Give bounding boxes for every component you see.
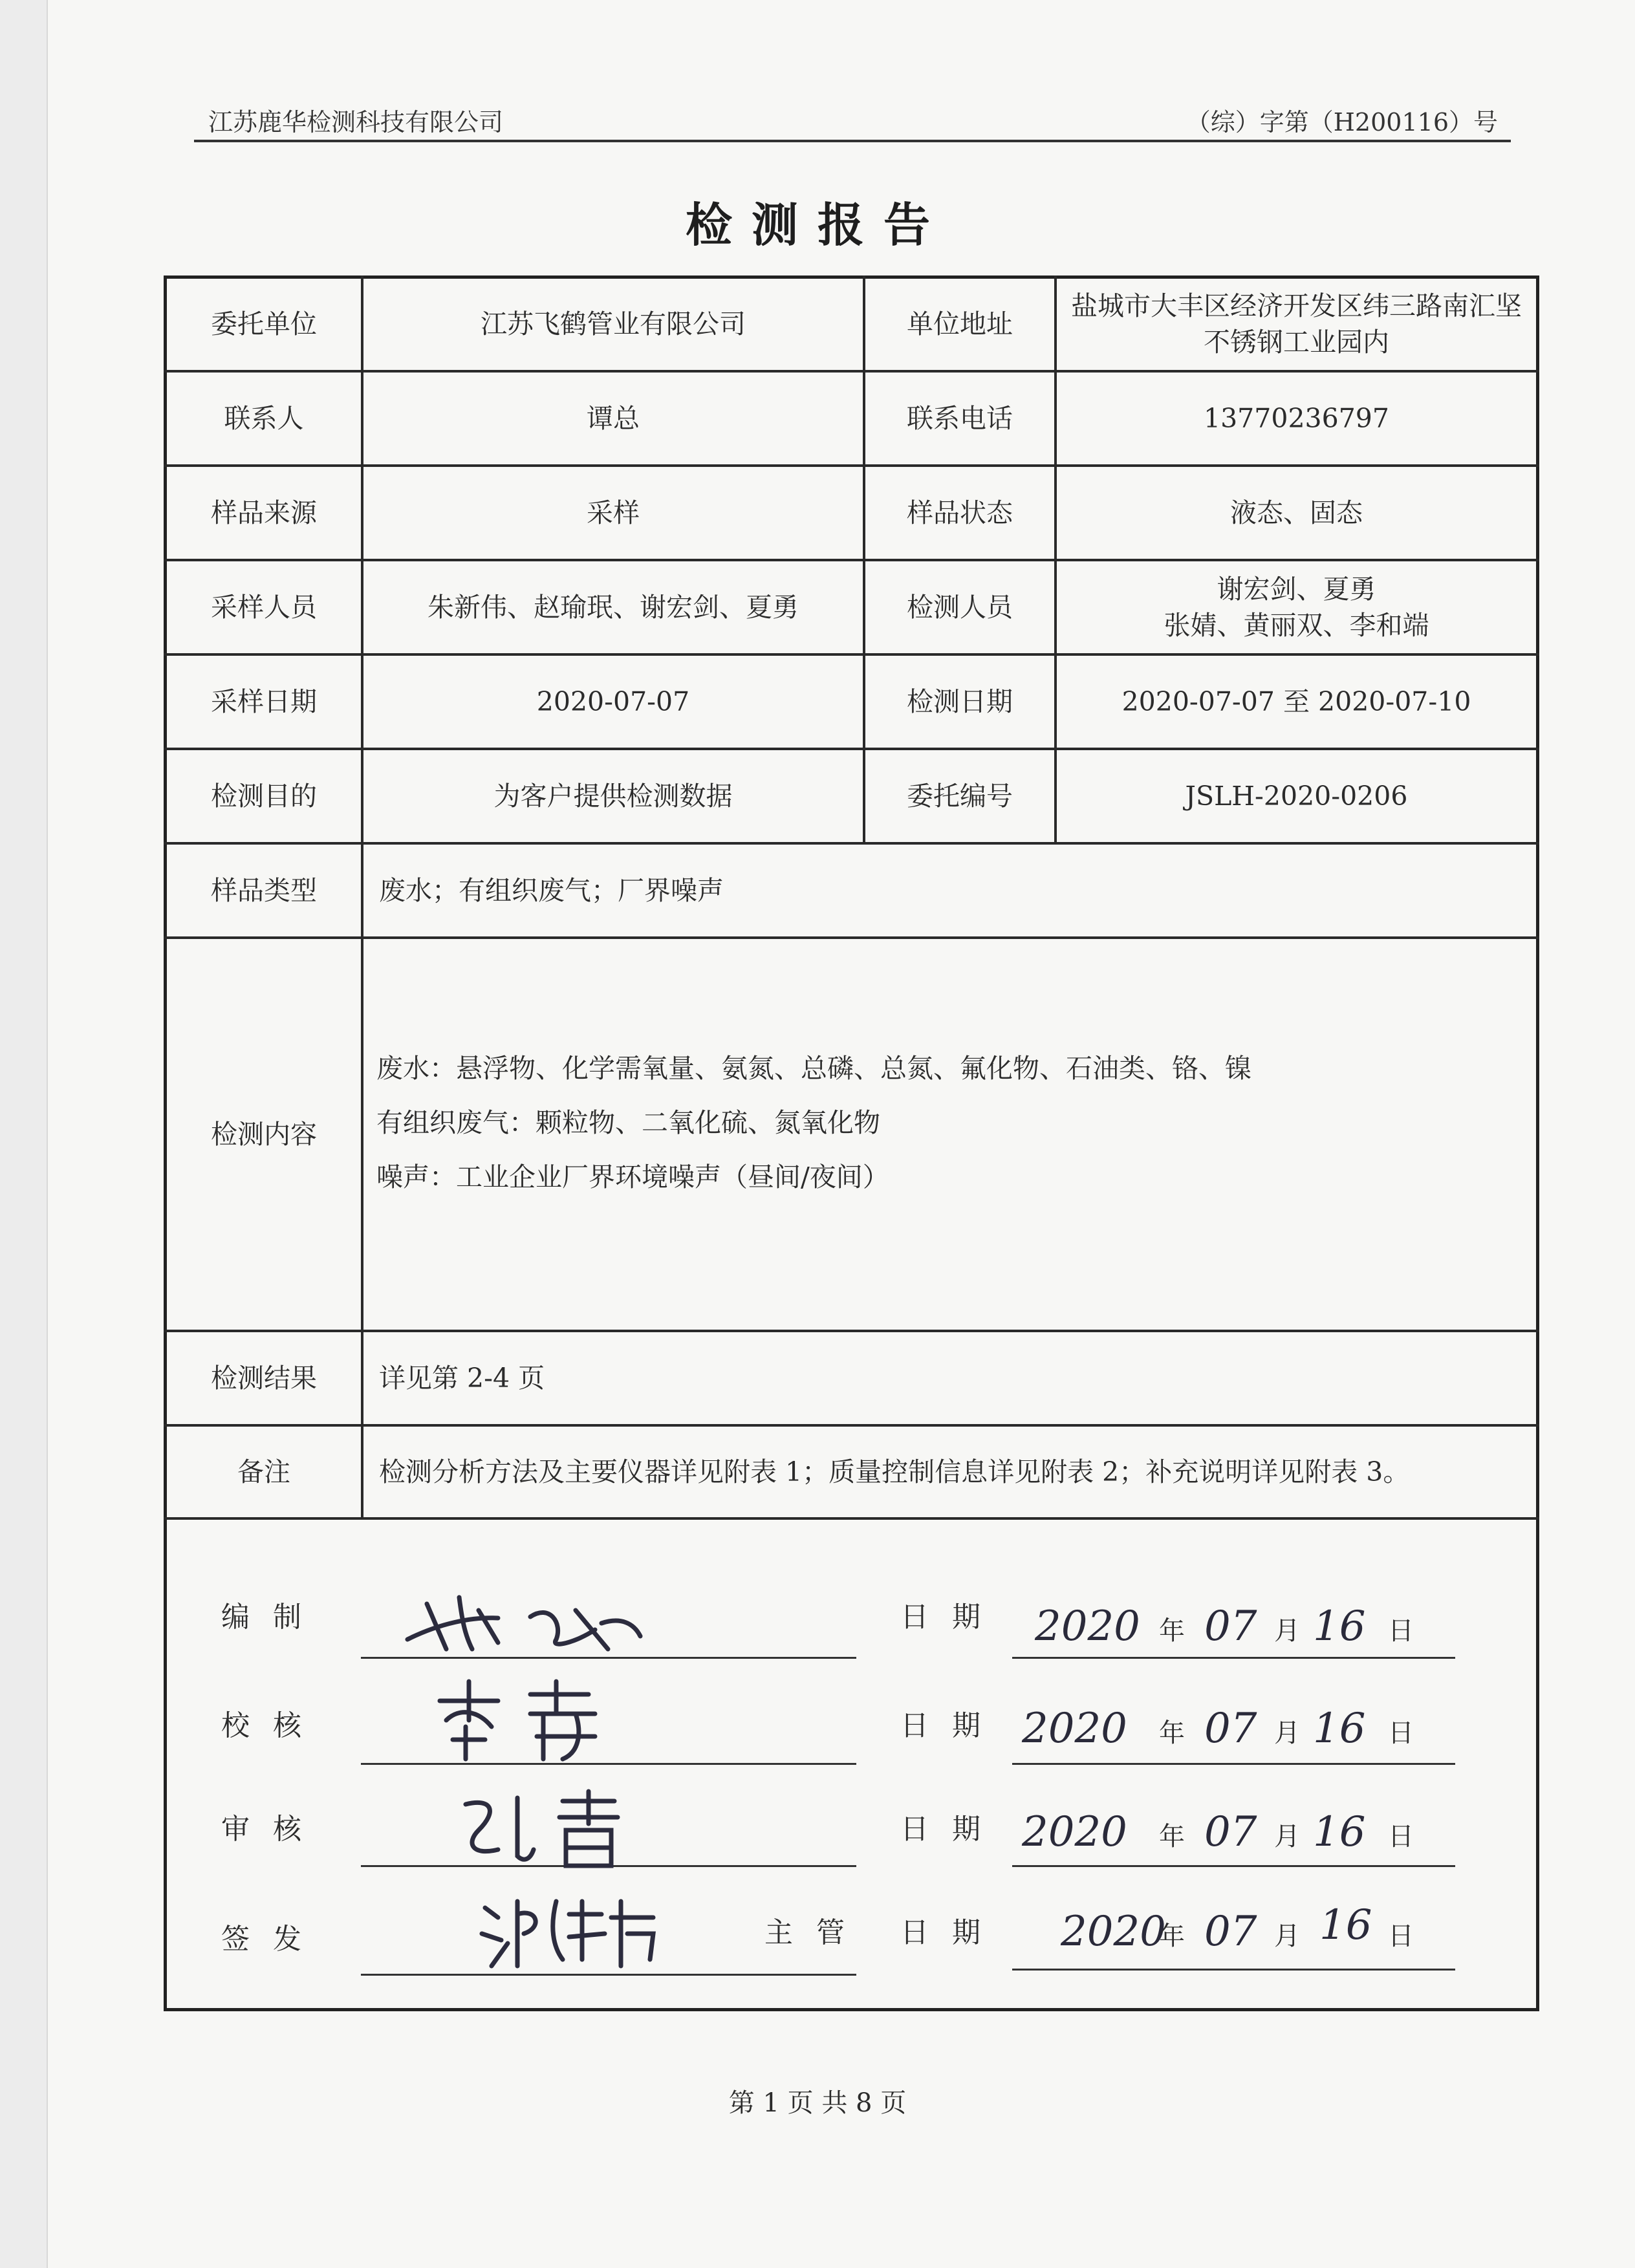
sample-state-label: 样品状态 <box>907 497 1013 528</box>
header-company: 江苏鹿华检测科技有限公司 <box>208 108 504 136</box>
role-issued: 签发 <box>221 1923 325 1956</box>
date-label: 日期 <box>900 1601 1004 1634</box>
date-day: 16 <box>1313 1808 1366 1856</box>
date-label: 日期 <box>900 1916 1004 1949</box>
contact-value: 谭总 <box>587 403 640 434</box>
commission-no-label: 委托编号 <box>907 781 1013 812</box>
testers-label: 检测人员 <box>907 592 1013 623</box>
day-unit: 日 <box>1388 1718 1414 1748</box>
date-year: 2020 <box>1022 1808 1127 1856</box>
date-line <box>1012 1969 1455 1971</box>
row-divider <box>164 936 1539 939</box>
page-number: 第 1 页 共 8 页 <box>728 2088 907 2118</box>
test-date-label: 检测日期 <box>907 686 1013 717</box>
purpose-value: 为客户提供检测数据 <box>493 781 733 812</box>
sample-source-label: 样品来源 <box>211 497 317 528</box>
content-line-noise: 噪声：工业企业厂界环境噪声（昼间/夜间） <box>376 1161 889 1193</box>
date-day: 16 <box>1313 1603 1366 1650</box>
date-year: 2020 <box>1022 1705 1127 1753</box>
role-prepared: 编制 <box>221 1601 325 1634</box>
page-title: 检测报告 <box>685 197 949 252</box>
year-unit: 年 <box>1159 1616 1185 1646</box>
client-value: 江苏飞鹤管业有限公司 <box>481 308 746 340</box>
year-unit: 年 <box>1159 1921 1185 1951</box>
handwritten-signature <box>401 1578 647 1662</box>
handwritten-signature <box>453 1785 634 1869</box>
remarks-value: 检测分析方法及主要仪器详见附表 1；质量控制信息详见附表 2；补充说明详见附表 3。 <box>379 1456 1410 1487</box>
sample-state-value: 液态、固态 <box>1230 497 1363 528</box>
date-year: 2020 <box>1061 1908 1166 1956</box>
purpose-label: 检测目的 <box>211 781 317 812</box>
date-label: 日期 <box>900 1813 1004 1846</box>
month-unit: 月 <box>1274 1718 1300 1748</box>
content-line-gas: 有组织废气：颗粒物、二氧化硫、氮氧化物 <box>376 1107 880 1138</box>
date-line <box>1012 1865 1455 1867</box>
role-checked: 校核 <box>221 1709 325 1742</box>
sampling-date-label: 采样日期 <box>211 686 317 717</box>
sample-type-label: 样品类型 <box>211 875 317 906</box>
test-date-value: 2020-07-07 至 2020-07-10 <box>1121 686 1471 717</box>
date-label: 日期 <box>900 1709 1004 1742</box>
samplers-value: 朱新伟、赵瑜珉、谢宏剑、夏勇 <box>428 592 799 623</box>
date-month: 07 <box>1204 1808 1257 1856</box>
testers-value: 谢宏剑、夏勇 张婧、黄丽双、李和端 <box>1164 574 1429 641</box>
day-unit: 日 <box>1388 1921 1414 1951</box>
day-unit: 日 <box>1388 1822 1414 1852</box>
sample-type-value: 废水；有组织废气；厂界噪声 <box>379 875 724 906</box>
samplers-label: 采样人员 <box>211 592 317 623</box>
address-label: 单位地址 <box>907 308 1013 340</box>
year-unit: 年 <box>1159 1822 1185 1852</box>
date-day: 16 <box>1313 1705 1366 1753</box>
supervisor-label: 主管 <box>764 1916 868 1949</box>
sampling-date-value: 2020-07-07 <box>536 686 690 717</box>
test-content-list <box>376 1041 1251 1204</box>
scan-edge <box>0 0 48 2268</box>
month-unit: 月 <box>1274 1822 1300 1852</box>
handwritten-signature <box>427 1675 621 1766</box>
phone-label: 联系电话 <box>907 403 1013 434</box>
test-result-value: 详见第 2-4 页 <box>379 1363 545 1394</box>
contact-label: 联系人 <box>224 403 304 434</box>
month-unit: 月 <box>1274 1616 1300 1646</box>
handwritten-signature <box>472 1888 666 1972</box>
date-month: 07 <box>1204 1603 1257 1650</box>
date-month: 07 <box>1204 1908 1257 1956</box>
date-line <box>1012 1763 1455 1765</box>
report-code: （综）字第（H200116）号 <box>1186 108 1498 136</box>
phone-value: 13770236797 <box>1204 403 1389 434</box>
row-divider <box>164 1517 1539 1520</box>
month-unit: 月 <box>1274 1921 1300 1951</box>
date-year: 2020 <box>1035 1603 1140 1650</box>
client-label: 委托单位 <box>211 308 317 340</box>
day-unit: 日 <box>1388 1616 1414 1646</box>
date-line <box>1012 1657 1455 1659</box>
year-unit: 年 <box>1159 1718 1185 1748</box>
date-month: 07 <box>1204 1705 1257 1753</box>
address-value: 盐城市大丰区经济开发区纬三路南汇坚不锈钢工业园内 <box>1071 290 1522 358</box>
test-content-label: 检测内容 <box>211 1119 317 1150</box>
remarks-label: 备注 <box>237 1456 290 1487</box>
signature-line <box>361 1974 856 1976</box>
commission-no-value: JSLH-2020-0206 <box>1185 781 1408 812</box>
date-day: 16 <box>1319 1901 1372 1949</box>
test-result-label: 检测结果 <box>211 1363 317 1394</box>
header-rule <box>194 140 1511 142</box>
role-reviewed: 审核 <box>221 1813 325 1846</box>
sample-source-value: 采样 <box>587 497 640 528</box>
content-line-wastewater: 废水：悬浮物、化学需氧量、氨氮、总磷、总氮、氟化物、石油类、铬、镍 <box>376 1053 1251 1084</box>
